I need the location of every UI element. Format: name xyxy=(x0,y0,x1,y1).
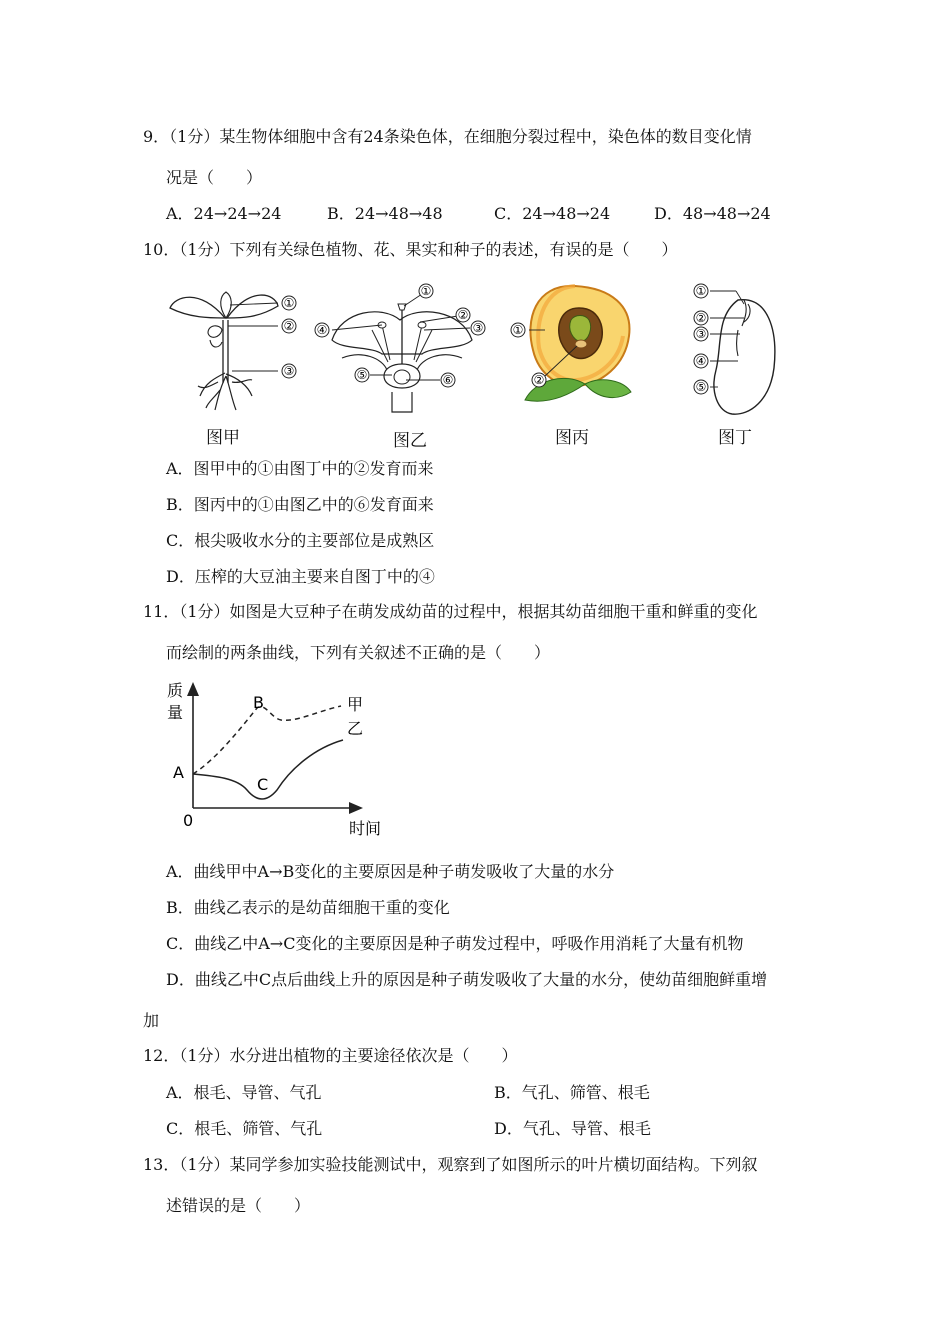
ding-label-2: ② xyxy=(695,311,707,325)
point-c-label: C xyxy=(257,775,269,794)
yi-label-1: ① xyxy=(420,284,432,298)
series-jia-legend: 甲 xyxy=(347,695,364,714)
q9-option-b: B．24→48→48 xyxy=(327,204,443,223)
q13-stem-line2: 述错误的是（ ） xyxy=(166,1196,311,1215)
q10-option-d: D．压榨的大豆油主要来自图丁中的④ xyxy=(166,567,435,586)
yi-label-3: ③ xyxy=(472,321,484,335)
figure-jia-caption: 图甲 xyxy=(206,428,240,448)
x-axis-label: 时间 xyxy=(349,819,382,838)
y-axis-arrow xyxy=(187,682,199,696)
q12-stem: 12．（1分）水分进出植物的主要途径依次是（ ） xyxy=(143,1046,518,1065)
q11-option-b: B．曲线乙表示的是幼苗细胞干重的变化 xyxy=(166,898,450,917)
q9-option-a: A．24→24→24 xyxy=(166,204,282,223)
origin-label: 0 xyxy=(183,811,194,830)
y-axis-label-char1: 质 xyxy=(167,681,184,700)
q10-option-b: B．图丙中的①由图乙中的⑥发育面来 xyxy=(166,495,434,514)
q10-option-c: C．根尖吸收水分的主要部位是成熟区 xyxy=(166,531,435,550)
jia-label-1: ① xyxy=(283,296,295,310)
figure-ding-seed xyxy=(686,280,786,420)
ding-label-4: ④ xyxy=(695,354,707,368)
figure-yi-caption: 图乙 xyxy=(393,431,427,451)
q11-option-a: A．曲线甲中A→B变化的主要原因是种子萌发吸收了大量的水分 xyxy=(166,862,615,881)
point-b-label: B xyxy=(253,693,264,712)
yi-label-6: ⑥ xyxy=(442,373,454,387)
q10-stem: 10．（1分）下列有关绿色植物、花、果实和种子的表述，有误的是（ ） xyxy=(143,240,678,259)
figure-bing-peach xyxy=(505,280,640,410)
yi-label-5: ⑤ xyxy=(356,368,368,382)
q12-option-a: A．根毛、导管、气孔 xyxy=(166,1083,322,1102)
ding-label-1: ① xyxy=(695,284,707,298)
ding-label-3: ③ xyxy=(695,327,707,341)
series-yi-legend: 乙 xyxy=(347,719,364,738)
q11-stem-line2: 而绘制的两条曲线，下列有关叙述不正确的是（ ） xyxy=(166,643,551,662)
figure-yi-flower xyxy=(312,280,490,422)
q9-stem-line2: 况是（ ） xyxy=(166,168,263,187)
q12-option-b: B．气孔、筛管、根毛 xyxy=(494,1083,650,1102)
bing-label-2: ② xyxy=(533,373,545,387)
q11-option-c: C．曲线乙中A→C变化的主要原因是种子萌发过程中，呼吸作用消耗了大量有机物 xyxy=(166,934,744,953)
yi-label-2: ② xyxy=(457,308,469,322)
q11-stem-line1: 11．（1分）如图是大豆种子在萌发成幼苗的过程中，根据其幼苗细胞干重和鲜重的变化 xyxy=(143,602,758,621)
yi-label-4: ④ xyxy=(316,323,328,337)
q13-stem-line1: 13．（1分）某同学参加实验技能测试中，观察到了如图所示的叶片横切面结构。下列叙 xyxy=(143,1155,758,1174)
q9-stem-line1: 9．（1分）某生物体细胞中含有24条染色体，在细胞分裂过程中，染色体的数目变化情 xyxy=(143,127,752,146)
q11-chart xyxy=(165,678,395,848)
q10-option-a: A．图甲中的①由图丁中的②发育而来 xyxy=(166,459,434,478)
q12-option-d: D．气孔、导管、根毛 xyxy=(494,1119,651,1138)
bing-label-1: ① xyxy=(512,323,524,337)
q11-option-d-wrap: 加 xyxy=(143,1011,160,1030)
q9-option-d: D．48→48→24 xyxy=(654,204,771,223)
jia-label-2: ② xyxy=(283,319,295,333)
figure-ding-caption: 图丁 xyxy=(718,428,752,448)
point-a-label: A xyxy=(173,763,184,782)
figure-jia-plant xyxy=(160,278,310,418)
jia-label-3: ③ xyxy=(283,364,295,378)
q12-option-c: C．根毛、筛管、气孔 xyxy=(166,1119,323,1138)
ding-label-5: ⑤ xyxy=(695,380,707,394)
series-jia-line xyxy=(193,706,341,774)
q9-option-c: C．24→48→24 xyxy=(494,204,611,223)
y-axis-label-char2: 量 xyxy=(167,703,184,722)
x-axis-arrow xyxy=(349,802,363,814)
q11-option-d: D．曲线乙中C点后曲线上升的原因是种子萌发吸收了大量的水分，使幼苗细胞鲜重增 xyxy=(166,970,768,989)
figure-bing-caption: 图丙 xyxy=(555,428,589,448)
